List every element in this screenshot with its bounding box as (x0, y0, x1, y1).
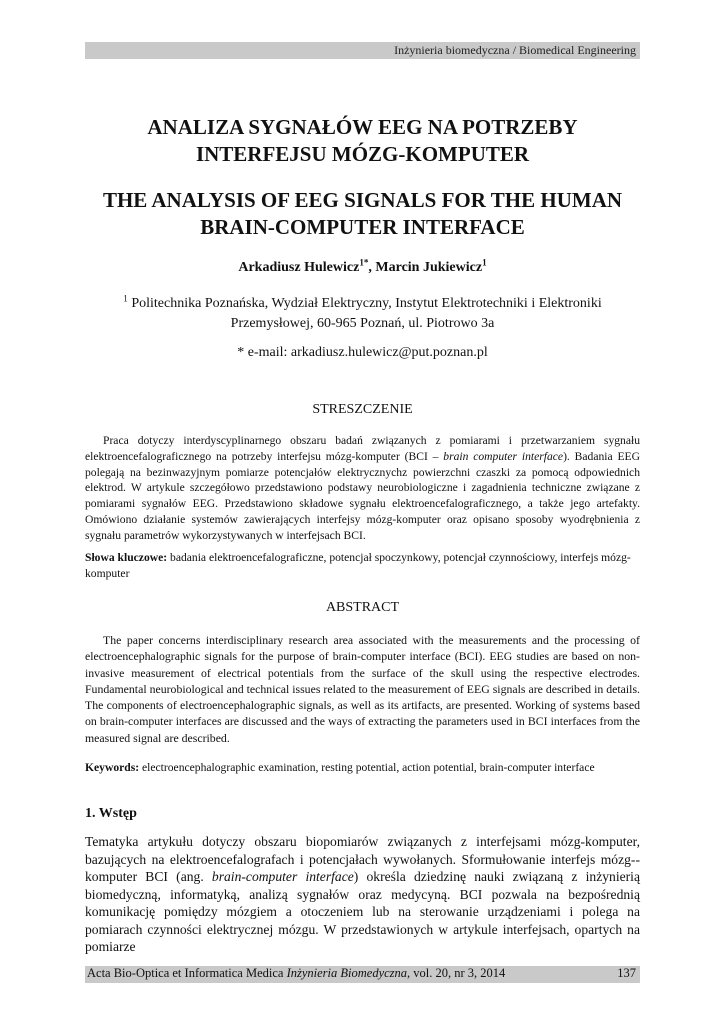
abstract-text (85, 632, 640, 746)
section-1-italic: brain-computer interface (211, 869, 354, 884)
keywords-english (85, 760, 640, 776)
streszczenie-text-b: ). Badania EEG polegają na bezinwazyjnym pomiarze potencjałów elektrycznychz powierzchni czaszki za pomocą odpowiednich elektrod. W artykule szczegółowo przedstawiono podstawy neurobiologiczne i zagadnienia techniczne związane z pomiarami sygnałów EEG. Przedstawiono składowe sygnału elektroencefalograficznego, a także jego artefakty. Omówiono działanie systemów zawierających interfejsy mózg-komputer oraz opisano sposoby wyodrębnienia z sygnału parametrów wykorzystywanych w interfejsach BCI. (85, 449, 640, 542)
author-1: Arkadiusz Hulewicz (238, 260, 360, 275)
footer-journal-italic: Inżynieria Biomedyczna (286, 966, 408, 980)
affiliation-line1: Politechnika Poznańska, Wydział Elektryczny, Instytut Elektrotechniki i Elektroniki (131, 296, 602, 311)
author-1-sup: 1* (359, 257, 369, 268)
streszczenie-heading: STRESZCZENIE (312, 402, 413, 417)
author-2: Marcin Jukiewicz (375, 260, 483, 275)
affiliation-line2: Przemysłowej, 60-965 Poznań, ul. Piotrowo 3a (230, 316, 495, 331)
streszczenie-text-a: Praca dotyczy interdyscyplinarnego obszaru badań związanych z pomiarami i przetwarzaniem sygnału elektroencefalograficznego na potrzeby interfejsu mózg-komputer (BCI – (85, 434, 640, 463)
title-en-line2: BRAIN-COMPUTER INTERFACE (200, 215, 525, 239)
affiliation (85, 294, 640, 334)
section-1-text (85, 833, 640, 956)
footer-journal (87, 966, 505, 981)
title-en-line1: THE ANALYSIS OF EEG SIGNALS FOR THE HUMAN (102, 188, 623, 212)
title-pl-line2: INTERFEJSU MÓZG-KOMPUTER (195, 142, 530, 166)
section-1-text-b: ) określa dziedzinę nauki związaną z inżynierią biomedyczną, informatyką, analizą sygnałów oraz medycyną. BCI pozwala na bezpośrednią komunikację pomiędzy mózgiem a otoczeniem lub na sterowanie urządzeniami i polega na pomiarach czynności elektrycznej mózgu. W przedstawionych w artykule interfejsach, opartych na pomiarze (85, 869, 640, 954)
contact-email: * e-mail: arkadiusz.hulewicz@put.poznan.pl (237, 345, 488, 360)
running-footer (85, 966, 640, 983)
title-polish (85, 114, 640, 168)
keywords-polish (85, 550, 640, 582)
keywords-en-text: electroencephalographic examination, resting potential, action potential, brain-computer interface (139, 761, 595, 774)
title-english (85, 187, 640, 241)
abstract-body: The paper concerns interdisciplinary research area associated with the measurements and the processing of electroencephalographic signals for the purpose of brain-computer interface (BCI). EEG studies are based on non-invasive measurement of electrical potentials from the surface of the skull using the respective electrodes. Fundamental neurobiological and technical issues related to the measurement of EEG signals are described in details. The components of electroencephalographic signals, as well as its artifacts, are presented. Working of systems based on brain-computer interfaces are discussed and the ways of extracting the parameters used in BCI interfaces from the measured signal are described. (85, 633, 640, 745)
journal-header: Inżynieria biomedyczna / Biomedical Engineering (394, 43, 636, 57)
abstract-heading: ABSTRACT (325, 600, 400, 615)
page-number: 137 (617, 966, 636, 980)
footer-journal-b: , vol. 20, nr 3, 2014 (407, 966, 506, 980)
section-1-heading: 1. Wstęp (85, 806, 137, 821)
author-separator: , (368, 260, 376, 275)
running-header (85, 42, 640, 59)
affiliation-sup: 1 (123, 293, 128, 304)
keywords-pl-label: Słowa kluczowe: (85, 551, 168, 564)
footer-journal-a: Acta Bio-Optica et Informatica Medica (87, 966, 287, 980)
authors (85, 257, 640, 276)
section-1-text-a: Tematyka artykułu dotyczy obszaru biopomiarów związanych z interfejsami mózg-komputer, bazujących na elektroencefalografach i potencjałach wywołanych. Sformułowanie interfejs mózg--komputer BCI (ang. (85, 834, 640, 884)
streszczenie-text (85, 433, 640, 544)
title-pl-line1: ANALIZA SYGNAŁÓW EEG NA POTRZEBY (147, 115, 578, 139)
keywords-en-label: Keywords: (85, 761, 140, 774)
author-2-sup: 1 (482, 257, 487, 268)
keywords-pl-text: badania elektroencefalograficzne, potencjał spoczynkowy, potencjał czynnościowy, interfejs mózg-komputer (85, 551, 631, 580)
streszczenie-italic: brain computer interface (443, 449, 564, 463)
